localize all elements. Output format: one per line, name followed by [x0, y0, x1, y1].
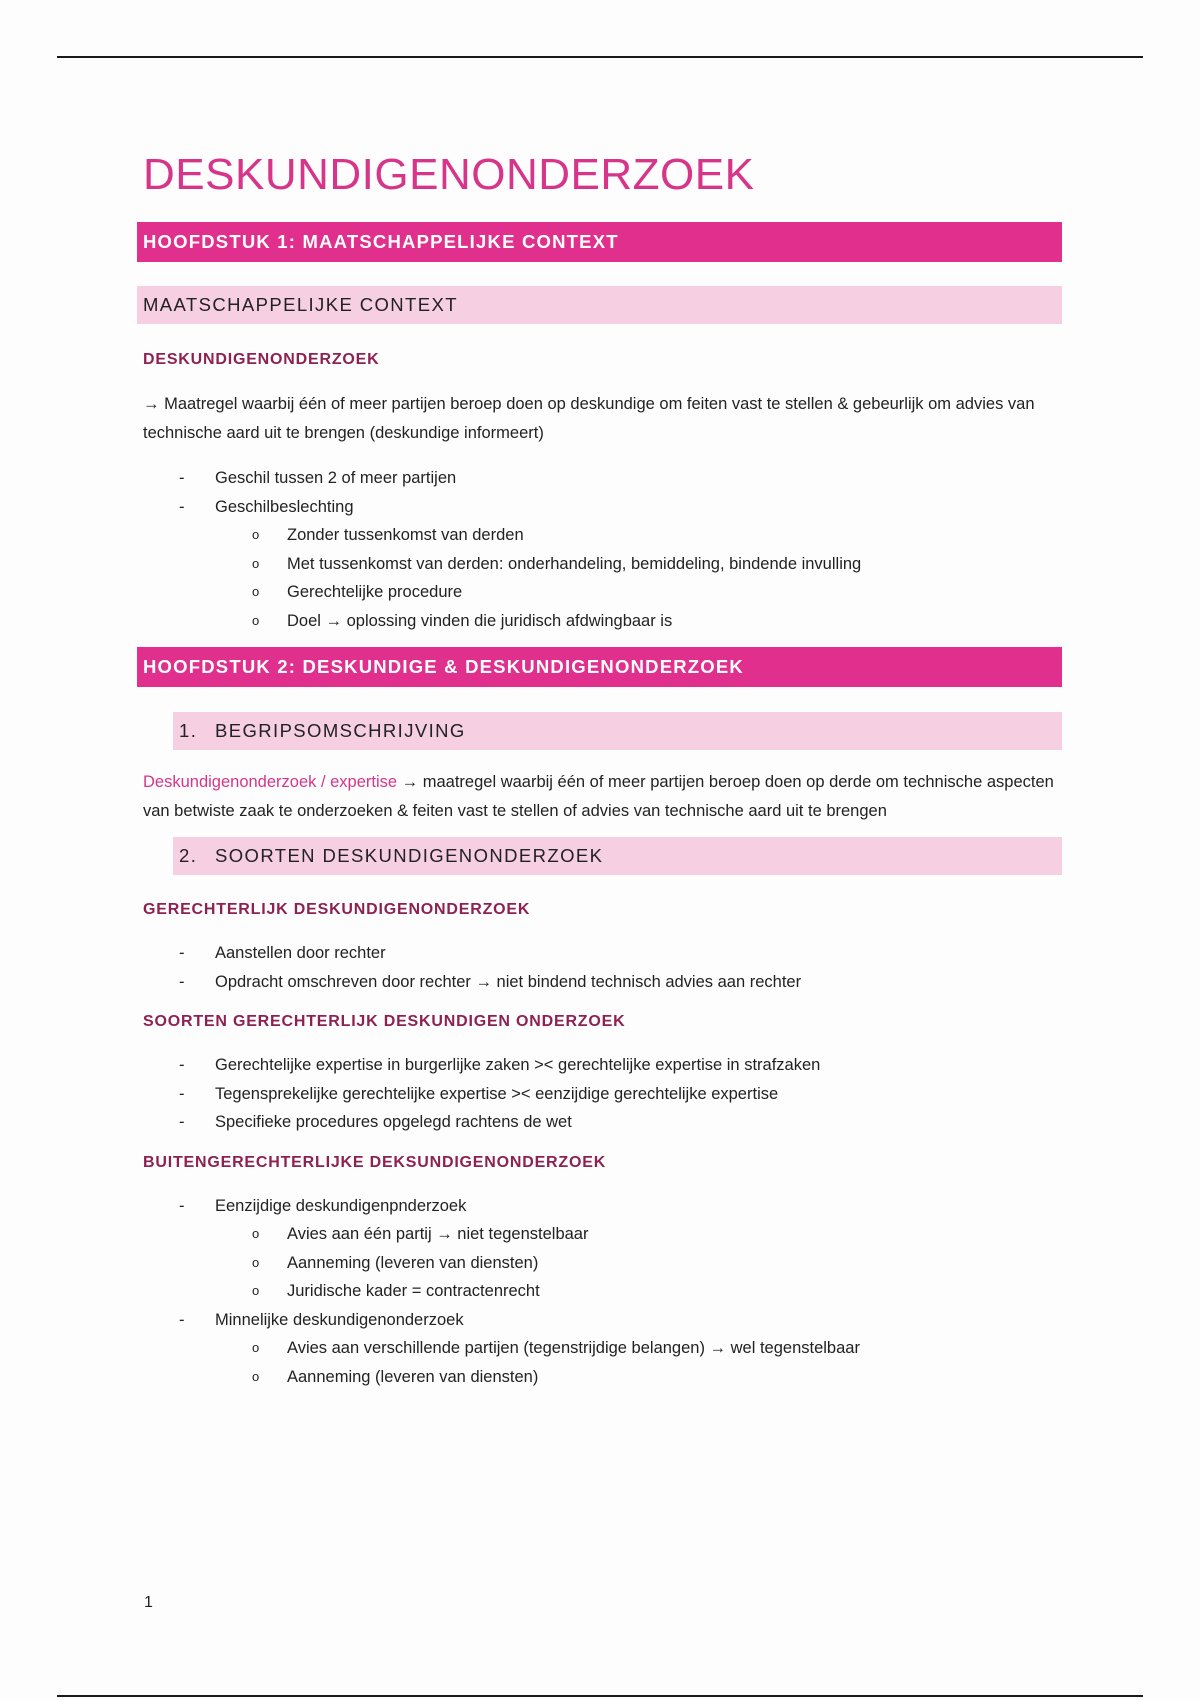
- list-item-text: Minnelijke deskundigenonderzoek: [215, 1310, 464, 1329]
- circle-bullet: o: [252, 584, 260, 599]
- circle-bullet: o: [252, 1340, 260, 1355]
- sub-list-item: [137, 578, 1062, 607]
- section-2-number: 2.: [179, 845, 198, 866]
- circle-bullet: o: [252, 555, 260, 571]
- dash-bullet: -: [179, 1056, 185, 1074]
- sub-list-item-text: Gerechtelijke procedure: [287, 583, 463, 601]
- sub-list-item-text: Juridische kader = contractenrecht: [287, 1282, 540, 1300]
- list-item-text: Aanstellen door rechter: [215, 944, 386, 962]
- sub-list-item: [137, 607, 1062, 636]
- sub-list-item: [137, 1334, 1062, 1363]
- sub-list-item-text: Aanneming (leveren van diensten): [287, 1367, 539, 1386]
- chapter-2-heading: HOOFDSTUK 2: DESKUNDIGE & DESKUNDIGENONDERZOEK: [137, 647, 1062, 687]
- list-item: [137, 968, 1062, 997]
- sub-list-item-text: Zonder tussenkomst van derden: [287, 526, 524, 544]
- dash-bullet: -: [179, 469, 185, 487]
- list-item: [137, 493, 1062, 636]
- sub-list: [215, 1334, 1062, 1391]
- list-buitengerechterlijk: [137, 1192, 1062, 1392]
- circle-bullet: o: [252, 1368, 260, 1384]
- dash-bullet: -: [179, 1310, 185, 1329]
- top-rule: [57, 56, 1143, 58]
- list-item-text: Specifieke procedures opgelegd rachtens de wet: [215, 1113, 572, 1131]
- section-2-heading: [173, 837, 1062, 875]
- sub-list: [215, 521, 1062, 635]
- sub-list-item: [137, 1220, 1062, 1249]
- sub-list-item: [137, 1363, 1062, 1392]
- sub-list: [215, 1220, 1062, 1306]
- list-item: [137, 939, 1062, 968]
- list-item-text: Eenzijdige deskundigenpnderzoek: [215, 1196, 467, 1215]
- dash-bullet: -: [179, 1113, 185, 1131]
- sub-list-item: [137, 550, 1062, 579]
- document-title: DESKUNDIGENONDERZOEK: [143, 150, 755, 199]
- list-item-text: Geschilbeslechting: [215, 497, 354, 516]
- sub-list-item-text: Avies aan verschillende partijen (tegenstrijdige belangen) → wel tegenstelbaar: [287, 1339, 860, 1357]
- circle-bullet: o: [252, 1254, 260, 1270]
- subheading-buitengerechterlijk: BUITENGERECHTERLIJKE DEKSUNDIGENONDERZOEK: [143, 1153, 607, 1171]
- circle-bullet: o: [252, 1226, 260, 1241]
- sub-list-item-text: Aanneming (leveren van diensten): [287, 1253, 539, 1272]
- subheading-soorten: SOORTEN GERECHTERLIJK DESKUNDIGEN ONDERZOEK: [143, 1013, 626, 1030]
- page-number: 1: [144, 1594, 153, 1611]
- list-geschil: [137, 464, 1062, 635]
- definition-paragraph: → Maatregel waarbij één of meer partijen beroep doen op deskundige om feiten vast te stellen & gebeurlijk om advies van technische aard uit te brengen (deskundige informeert): [143, 395, 1035, 442]
- sub-list-item: [137, 521, 1062, 550]
- list-item-text: Tegensprekelijke gerechtelijke expertise >< eenzijdige gerechtelijke expertise: [215, 1084, 779, 1103]
- subheading-deskundigenonderzoek: DESKUNDIGENONDERZOEK: [143, 351, 380, 368]
- dash-bullet: -: [179, 944, 185, 962]
- sub-list-item-text: Met tussenkomst van derden: onderhandeling, bemiddeling, bindende invulling: [287, 554, 862, 573]
- list-item: [137, 464, 1062, 493]
- sub-list-item: [137, 1277, 1062, 1306]
- list-item-text: Gerechtelijke expertise in burgerlijke zaken >< gerechtelijke expertise in strafzaken: [215, 1056, 821, 1074]
- dash-bullet: -: [179, 972, 185, 991]
- bottom-rule: [57, 1695, 1143, 1697]
- circle-bullet: o: [252, 1283, 260, 1298]
- list-item-text: Geschil tussen 2 of meer partijen: [215, 469, 457, 487]
- dash-bullet: -: [179, 1196, 185, 1215]
- dash-bullet: -: [179, 497, 185, 516]
- list-item: [137, 1306, 1062, 1392]
- chapter-1-heading: HOOFDSTUK 1: MAATSCHAPPELIJKE CONTEXT: [137, 222, 1062, 262]
- section-1-title: BEGRIPSOMSCHRIJVING: [215, 720, 466, 741]
- circle-bullet: o: [252, 527, 260, 542]
- list-soorten: [137, 1051, 1062, 1137]
- definition-expertise-paragraph: [137, 768, 1062, 825]
- list-gerechterlijk: [137, 939, 1062, 996]
- sub-list-item-text: Avies aan één partij → niet tegenstelbaar: [287, 1225, 589, 1243]
- list-item: [137, 1051, 1062, 1080]
- circle-bullet: o: [252, 612, 260, 628]
- list-item: [137, 1080, 1062, 1109]
- sub-list-item: [137, 1249, 1062, 1278]
- section-2-title: SOORTEN DESKUNDIGENONDERZOEK: [215, 845, 604, 866]
- list-item: [137, 1108, 1062, 1137]
- subheading-gerechterlijk: GERECHTERLIJK DESKUNDIGENONDERZOEK: [143, 901, 531, 918]
- document-page: [137, 150, 1062, 1391]
- section-1-number: 1.: [179, 720, 198, 741]
- sub-list-item-text: Doel → oplossing vinden die juridisch afdwingbaar is: [287, 611, 673, 630]
- definition-text: → maatregel waarbij één of meer partijen beroep doen op derde om technische aspecten van betwiste zaak te onderzoeken & feiten vast te stellen of advies van technische aard uit te brengen: [143, 773, 1054, 820]
- section-context-heading: MAATSCHAPPELIJKE CONTEXT: [137, 286, 1062, 324]
- dash-bullet: -: [179, 1084, 185, 1103]
- section-1-heading: [173, 712, 1062, 750]
- definition-term: Deskundigenonderzoek / expertise: [143, 773, 398, 791]
- list-item-text: Opdracht omschreven door rechter → niet bindend technisch advies aan rechter: [215, 972, 802, 991]
- list-item: [137, 1192, 1062, 1306]
